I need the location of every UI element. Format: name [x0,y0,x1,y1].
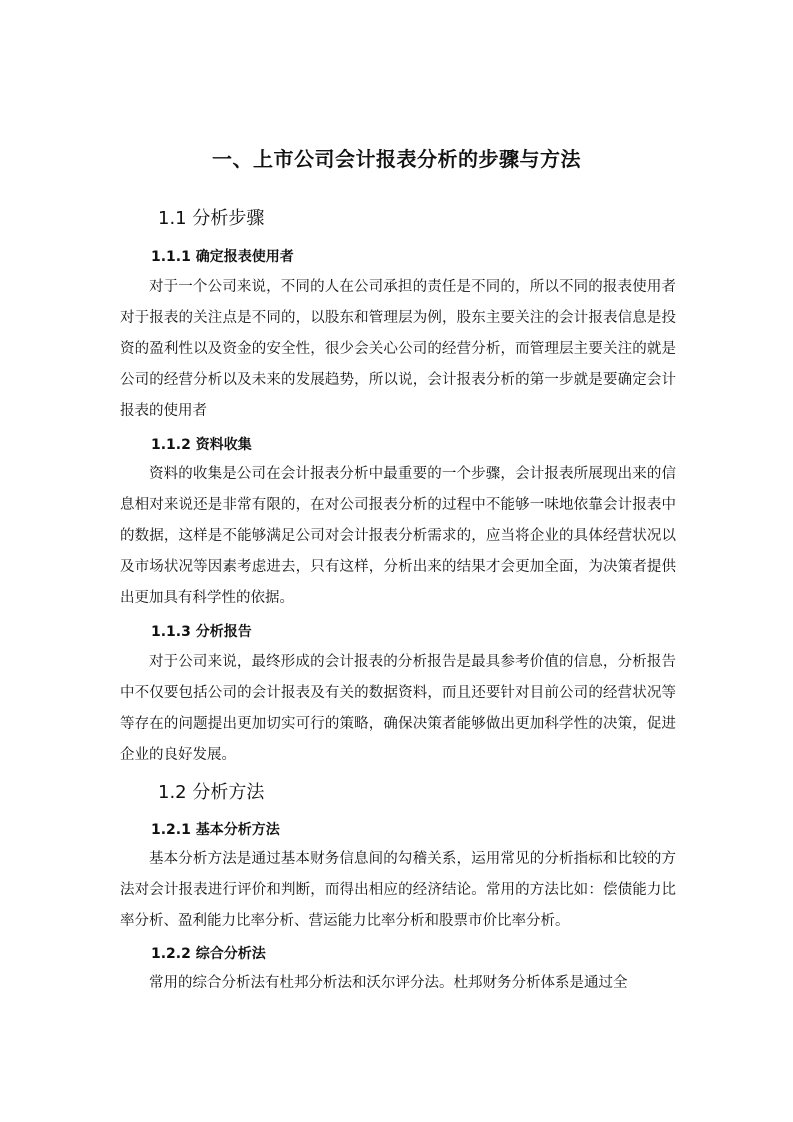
paragraph-report-users: 对于一个公司来说，不同的人在公司承担的责任是不同的，所以不同的报表使用者对于报表的关注点是不同的，以股东和管理层为例，股东主要关注的会计报表信息是投资的盈利性以及资金的安全性，很少会关心公司的经营分析，而管理层主要关注的就是公司的经营分析以及未来的发展趋势，所以说，会计报表分析的第一步就是要确定会计报表的使用者 [120,279,676,419]
section-heading-analysis-steps: 1.1 分析步骤 [158,208,265,229]
subsection-heading-analysis-report: 1.1.3 分析报告 [151,624,252,640]
subsection-heading-data-collection: 1.1.2 资料收集 [151,437,252,453]
paragraph-comprehensive-methods: 常用的综合分析法有杜邦分析法和沃尔评分法。杜邦财务分析体系是通过全 [149,975,628,991]
section-heading-analysis-methods: 1.2 分析方法 [158,782,265,803]
paragraph-basic-methods: 基本分析方法是通过基本财务信息间的勾稽关系，运用常见的分析指标和比较的方法对会计报表进行评价和判断，而得出相应的经济结论。常用的方法比如：偿债能力比率分析、盈利能力比率分析、营运能力比率分析和股票市价比率分析。 [120,851,676,929]
subsection-heading-comprehensive-methods: 1.2.2 综合分析法 [151,946,266,962]
paragraph-data-collection: 资料的收集是公司在会计报表分析中最重要的一个步骤，会计报表所展现出来的信息相对来说还是非常有限的，在对公司报表分析的过程中不能够一味地依靠会计报表中的数据，这样是不能够满足公司对会计报表分析需求的，应当将企业的具体经营状况以及市场状况等因素考虑进去，只有这样，分析出来的结果才会更加全面，为决策者提供出更加具有科学性的依据。 [120,466,676,606]
subsection-heading-basic-methods: 1.2.1 基本分析方法 [151,822,280,838]
subsection-heading-report-users: 1.1.1 确定报表使用者 [151,249,294,265]
paragraph-analysis-report: 对于公司来说，最终形成的会计报表的分析报告是最具参考价值的信息，分析报告中不仅要包括公司的会计报表及有关的数据资料，而且还要针对目前公司的经营状况等等存在的问题提出更加切实可行的策略，确保决策者能够做出更加科学性的决策，促进企业的良好发展。 [120,654,676,763]
document-title: 一、上市公司会计报表分析的步骤与方法 [212,147,581,171]
